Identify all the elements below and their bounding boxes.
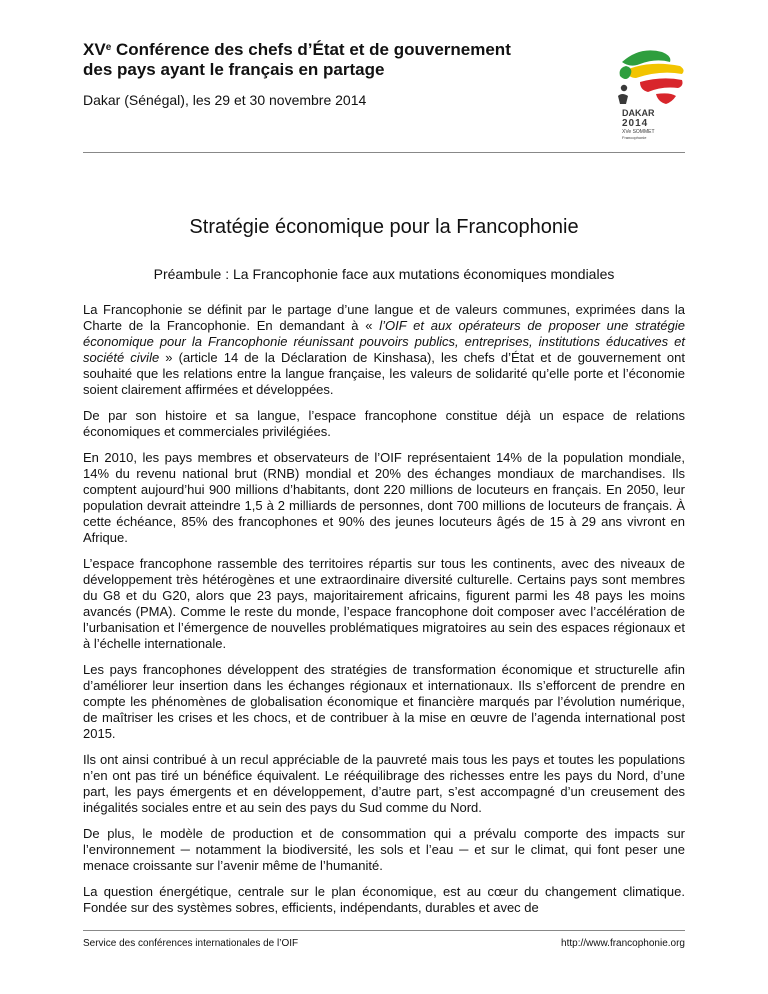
paragraph-4: L’espace francophone rassemble des territoires répartis sur tous les continents, avec des niveaux de développement très hétérogènes et une extraordinaire diversité culturelle. Certains pays sont membres du G8 et du G20, alors que 23 pays, majoritairement africains, figurent parmi les 48 pays les moins avancés (PMA). Comme le reste du monde, l’espace francophone doit composer avec l’accélération de l’urbanisation et l’émergence de nouvelles problématiques migratoires au sein des espaces régionaux et à l’échelle internationale. — [83, 556, 685, 651]
conference-title — [83, 40, 563, 80]
paragraph-1-end: » (article 14 de la Déclaration de Kinshasa), les chefs d’État et de gouvernement ont souhaité que les relations entre la langue française, les valeurs de solidarité qu’elle porte et l’économie soient clairement affirmées et développées. — [83, 350, 685, 397]
paragraph-5: Les pays francophones développent des stratégies de transformation économique et structurelle afin d’améliorer leur insertion dans les échanges régionaux et internationaux. Ils s’efforcent de prendre en compte les phénomènes de globalisation économique et financière marqués par l’évolution numérique, de maîtriser les crises et les chocs, et de contribuer à la mise en œuvre de l’agenda international post 2015. — [83, 662, 685, 741]
paragraph-1-start: La Francophonie se définit par le partage d’une langue et de valeurs communes, exprimées dans la Charte de la Francophonie. En demandant à « — [83, 302, 685, 333]
paragraph-1 — [83, 302, 685, 398]
title-superscript: e — [105, 42, 112, 53]
paragraph-2: De par son histoire et sa langue, l’espace francophone constitue déjà un espace de relations économiques et commerciales privilégiées. — [83, 408, 685, 439]
footer-service: Service des conférences internationales de l’OIF — [83, 938, 299, 949]
document-body — [83, 302, 685, 926]
paragraph-6: Ils ont ainsi contribué à un recul appréciable de la pauvreté mais tous les pays et toutes les populations n’en ont pas tiré un bénéfice équivalent. Le rééquilibrage des richesses entre les pays du Nord, d’une part, les pays émergents et en développement, d’autre part, s’est accompagné d’un creusement des inégalités sociales entre et au sein des pays du Sud comme du Nord. — [83, 752, 685, 815]
paragraph-1-quote: l’OIF et aux opérateurs de proposer une stratégie économique pour la Francophonie réunissant pouvoirs publics, entreprises, institutions éducatives et société civile — [83, 318, 685, 365]
preamble-heading: Préambule : La Francophonie face aux mutations économiques mondiales — [153, 266, 615, 282]
logo-emblem — [618, 50, 684, 104]
paragraph-7: De plus, le modèle de production et de consommation qui a prévalu comporte des impacts sur l’environnement ─ notamment la biodiversité, les sols et l’eau ─ et sur le climat, qui font peser une menace croissante sur l’avenir même de l’humanité. — [83, 826, 685, 873]
title-rest: Conférence des chefs d’État et de gouvernement — [111, 40, 511, 59]
paragraph-8: La question énergétique, centrale sur le plan économique, est au cœur du changement climatique. Fondée sur des systèmes sobres, efficients, indépendants, durables et avec de — [83, 884, 685, 915]
title-line-2: des pays ayant le français en partage — [83, 60, 385, 79]
footer-divider — [83, 930, 685, 931]
paragraph-3: En 2010, les pays membres et observateurs de l’OIF représentaient 14% de la population mondiale, 14% du revenu national brut (RNB) mondial et 20% des échanges mondiaux de marchandises. Ils comptent aujourd’hui 900 millions d’habitants, dont 220 millions de locuteurs en français. En 2050, leur population devrait atteindre 1,5 à 2 milliards de personnes, dont 700 millions de locuteurs de français. À cette échéance, 85% des francophones et 90% des jeunes locuteurs âgés de 15 à 29 ans vivront en Afrique. — [83, 450, 685, 545]
dakar-2014-logo — [600, 42, 690, 142]
conference-subtitle: Dakar (Sénégal), les 29 et 30 novembre 2014 — [83, 92, 367, 108]
conference-header — [83, 40, 563, 108]
logo-text-sommet: XVe SOMMET — [622, 129, 655, 135]
footer-url[interactable]: http://www.francophonie.org — [561, 938, 685, 949]
document-title: Stratégie économique pour la Francophonie — [189, 216, 579, 238]
title-roman: XV — [83, 40, 106, 59]
logo-text-year: 2014 — [622, 118, 649, 129]
logo-text-dakar: DAKAR — [622, 108, 655, 118]
logo-text-francophonie: Francophonie — [622, 135, 647, 140]
header-divider — [83, 152, 685, 153]
